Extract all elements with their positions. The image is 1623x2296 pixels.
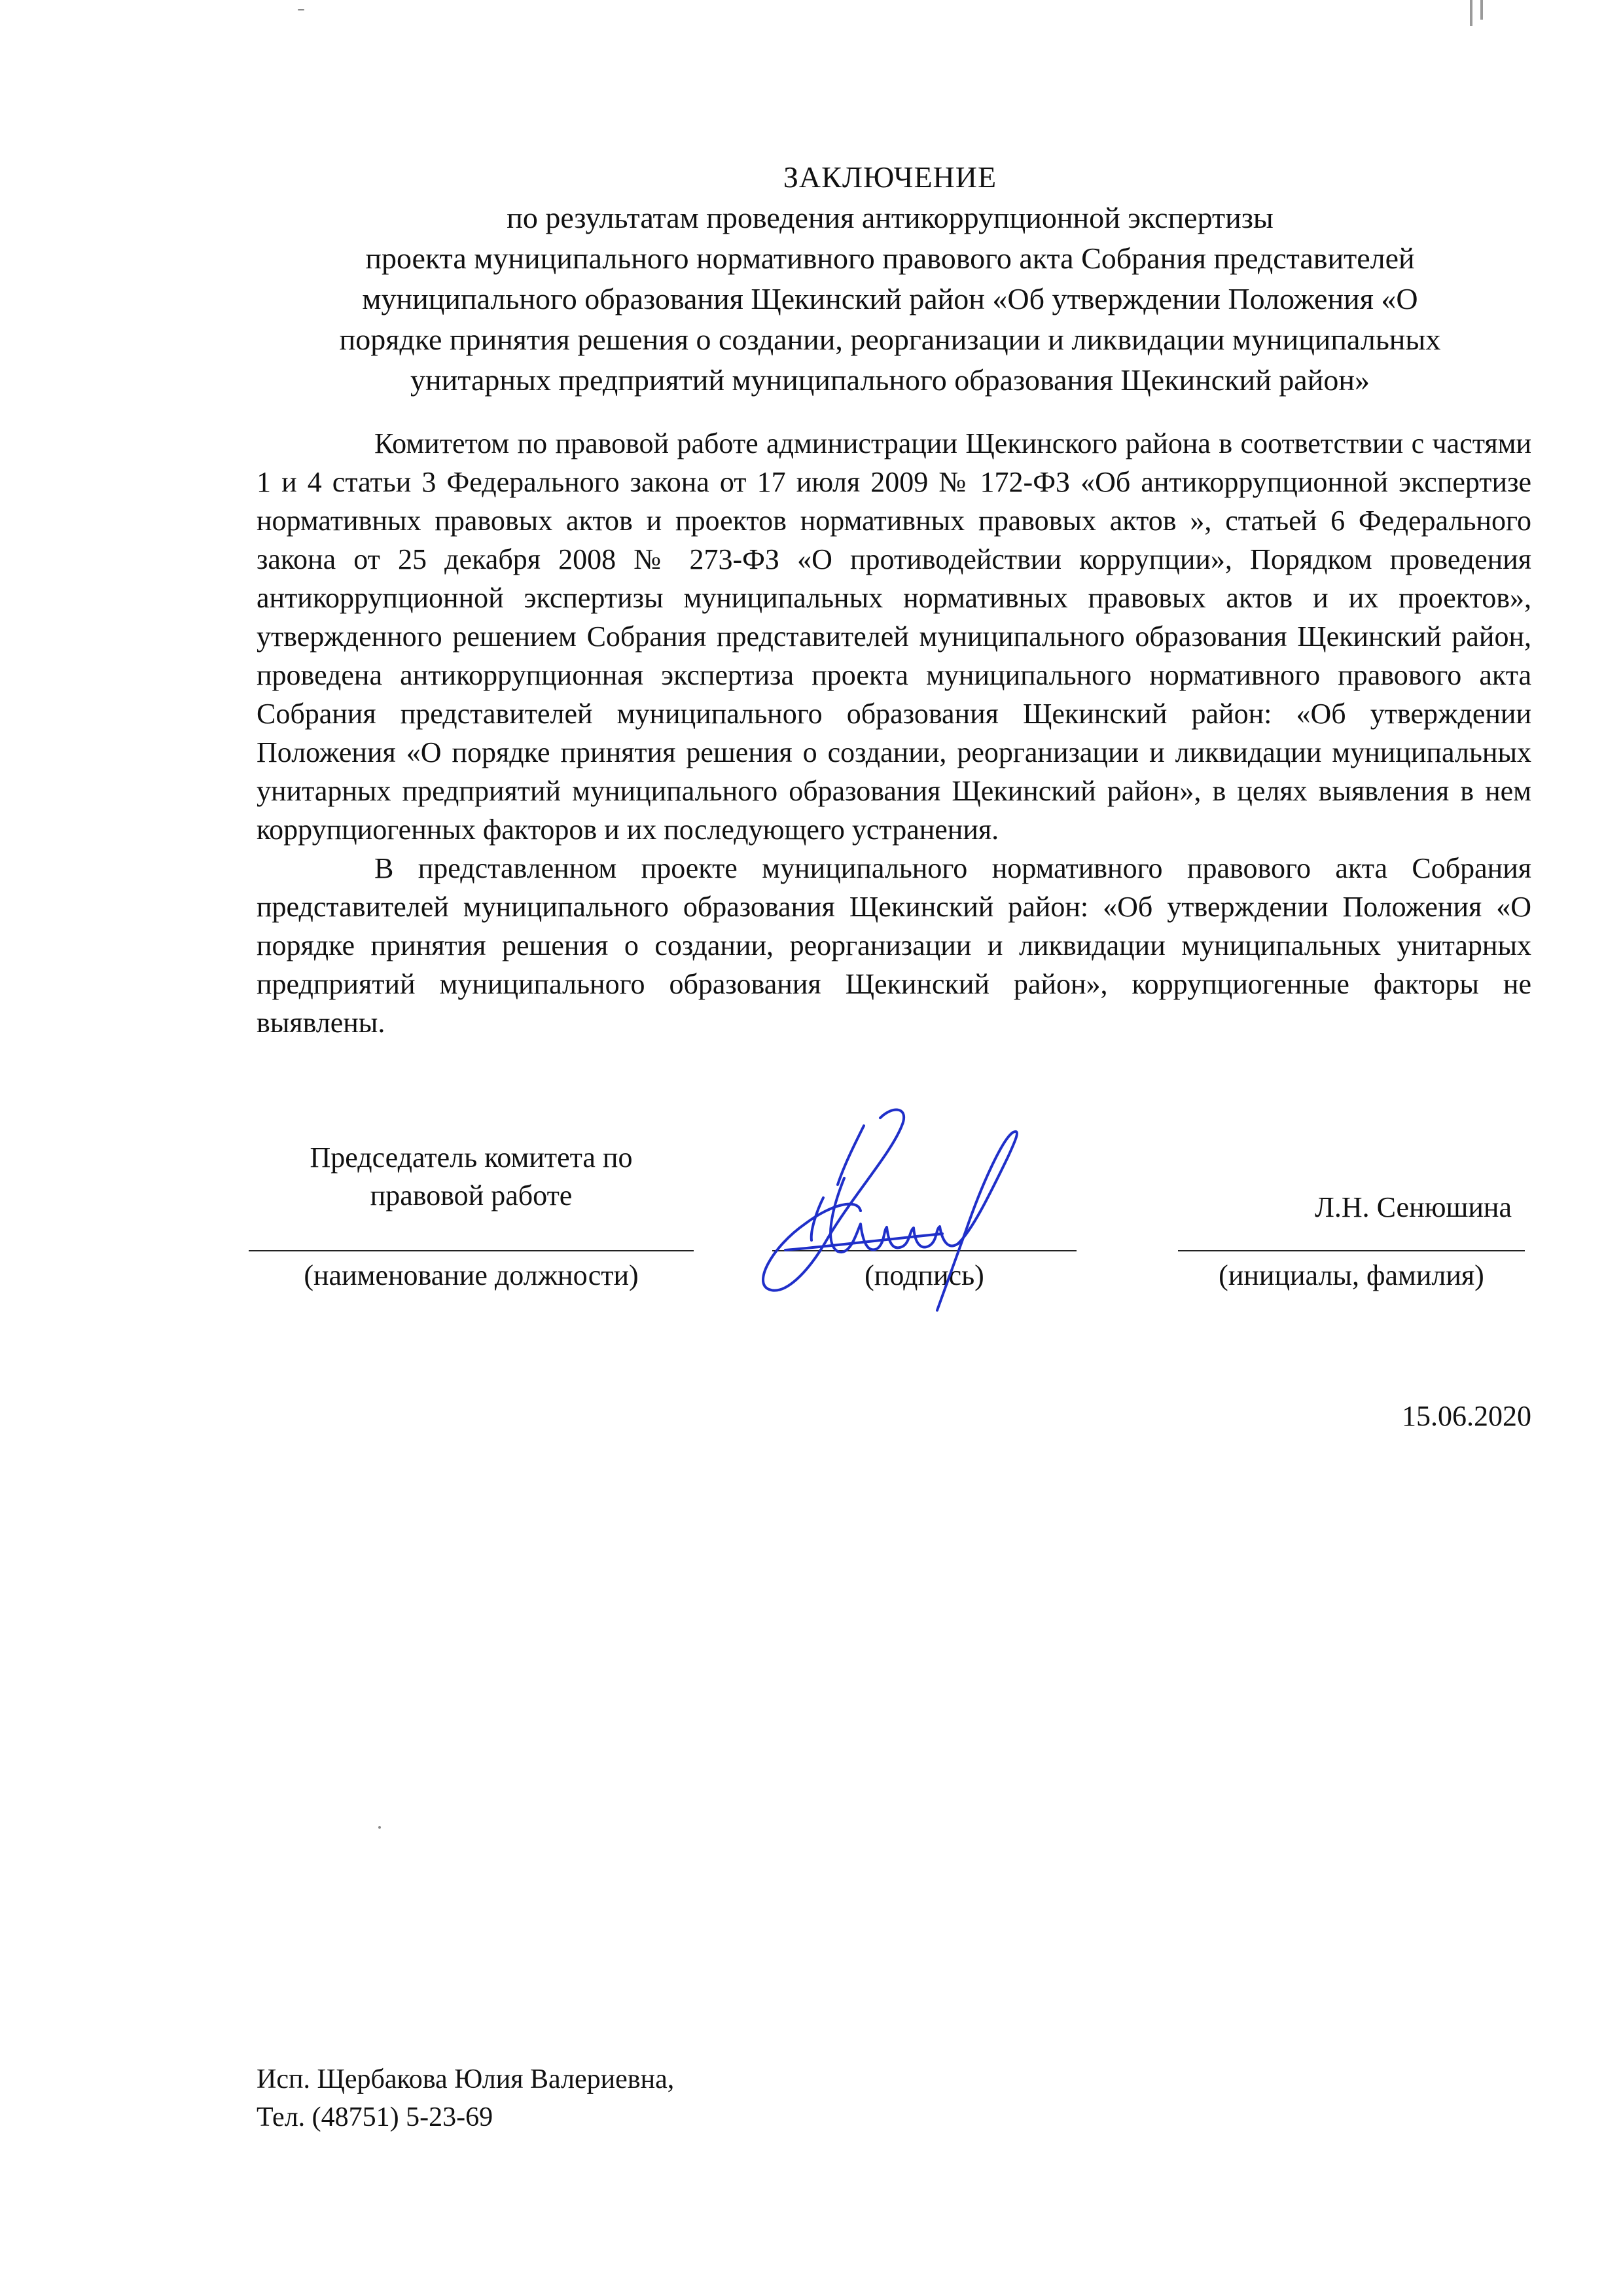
scan-edge-mark [1470, 0, 1472, 26]
position-caption: (наименование должности) [304, 1259, 639, 1291]
signer-name: Л.Н. Сенюшина [1315, 1191, 1512, 1223]
position-title [249, 1139, 694, 1215]
subtitle-line: порядке принятия решения о создании, реорганизации и ликвидации муниципальных [339, 323, 1441, 356]
subtitle-line: унитарных предприятий муниципального образования Щекинский район» [410, 363, 1370, 397]
subtitle-line: по результатам проведения антикоррупционной экспертизы [507, 201, 1274, 234]
position-underline [249, 1250, 694, 1251]
executor-phone: Тел. (48751) 5-23-69 [257, 2102, 493, 2132]
subtitle-line: муниципального образования Щекинский район «Об утверждении Положения «О [362, 282, 1418, 315]
scan-speck [378, 1826, 381, 1829]
name-underline [1178, 1250, 1525, 1251]
document-title: ЗАКЛЮЧЕНИЕ [783, 160, 997, 194]
signature-caption: (подпись) [865, 1259, 984, 1291]
document-header [249, 157, 1531, 401]
position-line-1: Председатель комитета по [310, 1141, 633, 1174]
document-date: 15.06.2020 [1402, 1400, 1531, 1432]
executor-name: Исп. Щербакова Юлия Валериевна, [257, 2064, 675, 2094]
position-line-2: правовой работе [370, 1179, 573, 1211]
body-paragraph: В представленном проекте муниципального нормативного правового акта Собрания представителей муниципального образования Щекинский район: «Об утверждении Положения «О порядке принятия решения о создании, реорганизации и ликвидации муниципальных унитарных предприятий муниципального образования Щекинский район», коррупциогенные факторы не выявлены. [257, 852, 1531, 1039]
body-paragraph: Комитетом по правовой работе администрации Щекинского района в соответствии с частями 1 и 4 статьи 3 Федерального закона от 17 июля 2009 № 172-ФЗ «Об антикоррупционной экспертизе нормативных правовых актов и проектов нормативных правовых актов », статьей 6 Федерального закона от 25 декабря 2008 № 273-ФЗ «О противодействии коррупции», Порядком проведения антикоррупционной экспертизы муниципальных нормативных правовых актов и их проектов», утвержденного решением Собрания представителей муниципального образования Щекинский район, проведена антикоррупционная экспертиза проекта муниципального нормативного правового акта Собрания представителей муниципального образования Щекинский район: «Об утверждении Положения «О порядке принятия решения о создании, реорганизации и ликвидации муниципальных унитарных предприятий муниципального образования Щекинский район», в целях выявления в нем коррупциогенных факторов и их последующего устранения. [257, 427, 1531, 846]
scan-edge-mark [1480, 0, 1483, 20]
handwritten-signature [746, 1100, 1034, 1316]
document-body [257, 424, 1531, 1042]
scan-speck [298, 9, 304, 10]
name-caption: (инициалы, фамилия) [1219, 1259, 1484, 1291]
subtitle-line: проекта муниципального нормативного правового акта Собрания представителей [365, 242, 1415, 275]
executor-info [257, 2060, 1042, 2136]
